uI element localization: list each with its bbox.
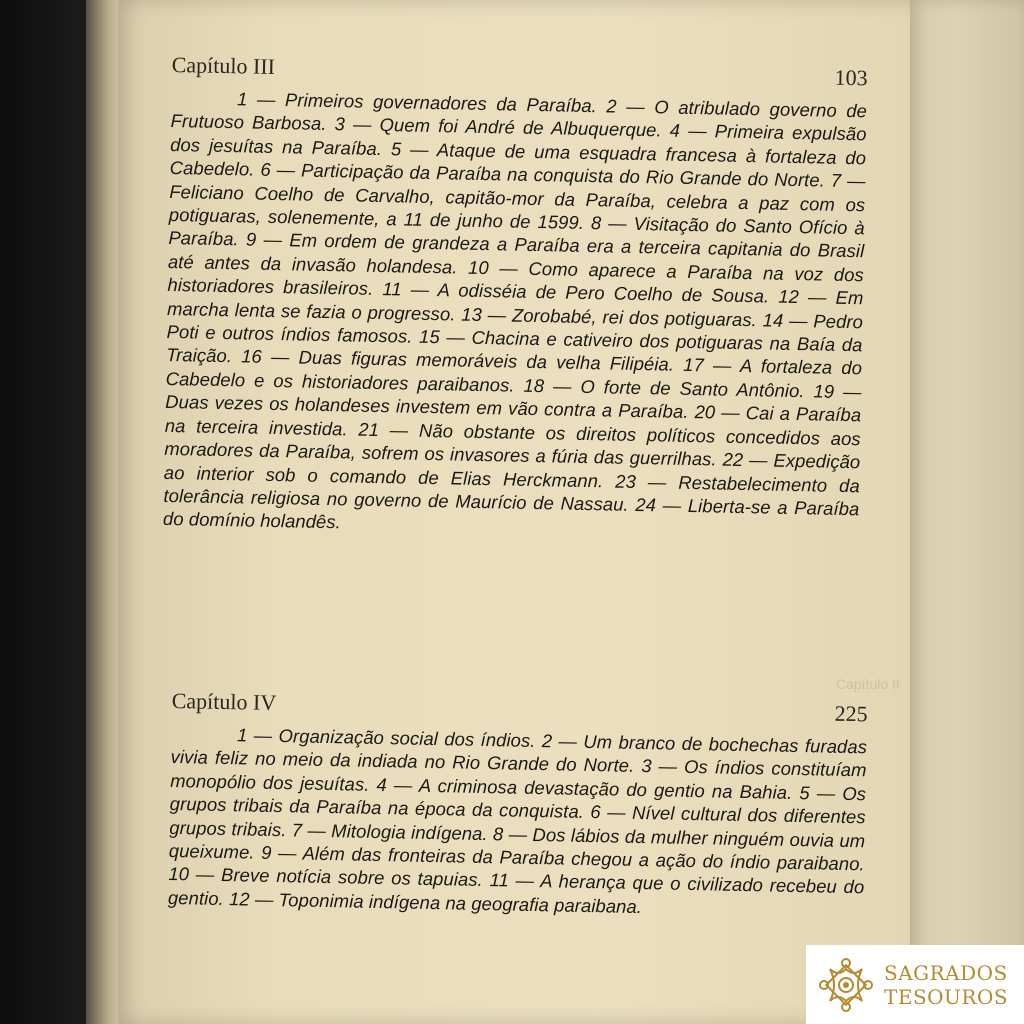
brand-line-2: TESOUROS — [884, 984, 1009, 1009]
facing-page-edge — [910, 0, 1024, 1024]
ornament-icon — [816, 955, 876, 1015]
page-number: 103 — [834, 64, 868, 91]
chapter-summary: 1 — Organização social dos índios. 2 — Um branco de bochechas furadas vivia feliz no meio da indiada no Rio Grande do Norte. 3 — Os índios constituíam monopólio dos jesuítas. 4 — A criminosa devastação do gentio na Bahia. 5 — Os grupos tribais da Paraíba na época da conquista. 6 — Nível cultural dos diferentes grupos tribais. 7 — Mitologia indígena. 8 — Dos lábios da mulher ninguém ouvia um queixume. 9 — Além das fronteiras da Paraíba chegou a ação do índio paraibano. 10 — Breve notícia sobre os tapuias. 11 — A herança que o civilizado recebeu do gentio. 12 — Toponimia indígena na geografia paraibana. — [167, 724, 868, 917]
show-through-text: Capítulo II — [836, 676, 900, 692]
chapter-iv-section — [168, 688, 868, 923]
chapter-title: Capítulo IV — [171, 688, 277, 716]
chapter-iii-section — [163, 52, 868, 544]
brand-name — [884, 961, 1008, 1009]
page-number: 225 — [834, 700, 868, 727]
chapter-title: Capítulo III — [171, 52, 276, 79]
watermark-logo — [806, 945, 1024, 1024]
chapter-summary: 1 — Primeiros governadores da Paraíba. 2 — O atribulado governo de Frutuoso Barbosa. 3 — Quem foi André de Albuquerque. 4 — Primeira expulsão dos jesuítas na Paraíba. 5 — Ataque de uma esquadra francesa à fortaleza do Cabedelo. 6 — Participação da Paraíba na conquista do Rio Grande do Norte. 7 — Feliciano Coelho de Carvalho, capitão-mor da Paraíba, celebra a paz com os potiguaras, solenemente, a 11 de junho de 1599. 8 — Visitação do Santo Ofício à Paraíba. 9 — Em ordem de grandeza a Paraíba era a terceira capitania do Brasil até antes da invasão holandesa. 10 — Como aparece a Paraíba na voz dos historiadores brasileiros. 11 — A odisséia de Pero Coelho de Sousa. 12 — Em marcha lenta se fazia o progresso. 13 — Zorobabé, rei dos potiguaras. 14 — Pedro Poti e outros índios famosos. 15 — Chacina e cativeiro dos potiguaras na Baía da Traição. 16 — Duas figuras memoráveis da velha Filipéia. 17 — A fortaleza do Cabedelo e os historiadores paraibanos. 18 — O forte de Santo Antônio. 19 — Duas vezes os holandeses investem em vão contra a Paraíba. 20 — Cai a Paraíba na terceira investida. 21 — Não obstante os direitos políticos concedidos aos moradores da Paraíba, sofrem os invasores a fúria das guerrilhas. 22 — Expedição ao interior sob o comando de Elias Herckmann. 23 — Restabelecimento da tolerância religiosa no governo de Maurício de Nassau. 24 — Liberta-se a Paraíba do domínio holandês. — [162, 88, 868, 533]
brand-line-1: SAGRADOS — [884, 960, 1008, 985]
